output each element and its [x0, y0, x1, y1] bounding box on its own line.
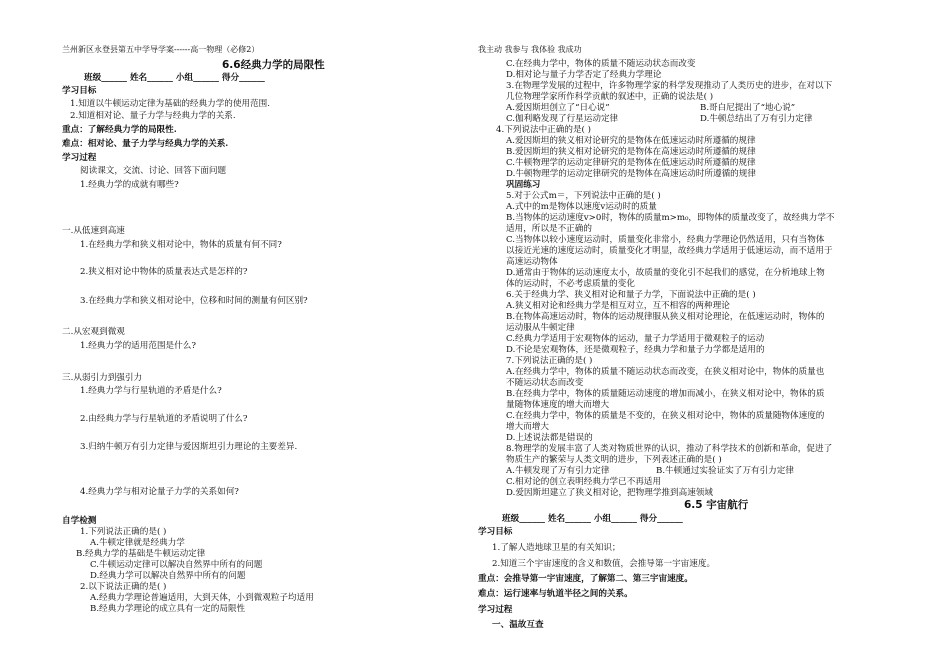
- right-text-line: 增大而增大: [506, 422, 549, 432]
- right-text-line: B.哥白尼提出了“地心说”: [700, 103, 796, 113]
- right-text-line: A.牛顿发现了万有引力定律: [506, 466, 610, 476]
- left-text-line: 1.在经典力学和狭义相对论中，物体的质量有何不同?: [80, 240, 282, 250]
- right-text-line: 学习过程: [478, 605, 513, 615]
- left-text-line: 1.知道以牛顿运动定律为基础的经典力学的使用范围.: [70, 99, 270, 109]
- left-text-line: 难点：相对论、量子力学与经典力学的关系.: [62, 139, 229, 149]
- left-text-line: 2.知道相对论、量子力学与经典力学的关系.: [70, 111, 236, 121]
- right-text-line: 运动服从牛顿定律: [506, 323, 575, 333]
- right-text-line: 班级______ 姓名______ 小组______ 得分______: [502, 514, 683, 524]
- left-text-line: 1.下列说法正确的是( ): [80, 527, 167, 537]
- left-text-line: 2.狭义相对论中物体的质量表达式是怎样的?: [80, 267, 248, 277]
- right-text-line: 7.下列说法正确的是( ): [506, 356, 593, 366]
- right-text-line: A.狭义相对论和经典力学是相互对立，互不相容的两种理论: [506, 301, 730, 311]
- right-text-line: 6.5 宇宙航行: [684, 499, 749, 511]
- left-text-line: 2.由经典力学与行星轨道的矛盾说明了什么?: [80, 414, 248, 424]
- right-text-line: 学习目标: [478, 527, 513, 537]
- left-text-line: 自学检测: [62, 516, 97, 526]
- right-text-line: A.在经典力学中，物体的质量不随运动状态而改变，在狭义相对论中，物体的质量也: [506, 367, 825, 377]
- right-text-line: B.爱因斯坦的狭义相对论研究的是物体在高速运动时所遵循的规律: [506, 147, 756, 157]
- right-text-line: 以接近光速的速度运动时，质量变化才明显，故经典力学适用于低速运动，而不适用于: [506, 246, 833, 256]
- left-text-line: 学习过程: [62, 153, 97, 163]
- right-text-line: D.牛顿物理学的运动定律研究的是物体在高速运动时所遵循的规律: [506, 169, 756, 179]
- left-text-line: 三.从弱引力到强引力: [62, 373, 143, 383]
- right-text-line: 2.知道三个宇宙速度的含义和数值，会推导第一宇宙速度。: [492, 559, 716, 569]
- right-text-line: 一、温故互查: [492, 620, 544, 630]
- left-text-line: 2.以下说法正确的是( ): [80, 582, 167, 592]
- right-text-line: B.在物体高速运动时，物体的运动规律服从狭义相对论理论，在低速运动时，物体的: [506, 312, 825, 322]
- right-text-line: A.爱因斯坦创立了“日心说”: [506, 103, 610, 113]
- right-text-line: C.相对论的创立表明经典力学已不再适用: [506, 477, 662, 487]
- right-text-line: 5.对于公式m＝，下列说法中正确的是( ): [506, 191, 661, 201]
- left-text-line: B.经典力学的基础是牛顿运动定律: [76, 549, 206, 559]
- right-text-line: 不随运动状态而改变: [506, 378, 584, 388]
- left-text-line: 4.经典力学与相对论量子力学的关系如何?: [80, 487, 239, 497]
- right-text-line: 几位物理学家所作科学贡献的叙述中，正确的说法是( ): [506, 92, 714, 102]
- right-text-line: 1.了解人造地球卫星的有关知识；: [492, 543, 621, 553]
- left-text-line: 3.在经典力学和狭义相对论中，位移和时间的测量有何区别?: [80, 296, 308, 306]
- left-text-line: 阅读课文，交流、讨论、回答下面问题: [80, 166, 227, 176]
- right-text-line: C.在经典力学中，物体的质量不随运动状态而改变: [506, 59, 696, 69]
- right-text-line: 体的运动时，不必考虑质量的变化: [506, 279, 635, 289]
- left-text-line: 班级______ 姓名______ 小组______ 得分______: [84, 73, 265, 83]
- right-text-line: 量随物体速度的增大而增大: [506, 400, 610, 410]
- left-text-line: A.牛顿定律就是经典力学: [90, 538, 185, 548]
- right-text-line: D.通常由于物体的运动速度太小，故质量的变化引不起我们的感觉，在分析地球上物: [506, 268, 825, 278]
- right-text-line: B.牛顿通过实验证实了万有引力定律: [656, 466, 794, 476]
- left-text-line: C.牛顿运动定律可以解决自然界中所有的问题: [90, 560, 263, 570]
- right-text-line: B.当物体的运动速度v>0时，物体的质量m>m₀，即物体的质量改变了，故经典力学不: [506, 213, 835, 223]
- right-text-line: 难点：运行速率与轨道半径之间的关系。: [478, 589, 633, 599]
- left-text-line: 重点：了解经典力学的局限性.: [62, 125, 177, 135]
- right-text-line: 8.物理学的发展丰富了人类对物质世界的认识，推动了科学技术的创新和革命，促进了: [506, 444, 833, 454]
- right-text-line: 巩固练习: [506, 180, 541, 190]
- header-right: 我主动 我参与 我体验 我成功: [478, 45, 582, 54]
- left-text-line: 1.经典力学的适用范围是什么?: [80, 341, 196, 351]
- right-text-line: C.在经典力学中，物体的质量是不变的，在狭义相对论中，物体的质量随物体速度的: [506, 411, 825, 421]
- left-text-line: 1.经典力学与行星轨道的矛盾是什么?: [80, 386, 222, 396]
- right-text-line: D.不论是宏观物体，还是微观粒子，经典力学和量子力学都是适用的: [506, 345, 765, 355]
- right-text-line: 4.下列说法中正确的是( ): [496, 125, 591, 135]
- left-text-line: A.经典力学理论普遍适用，大到天体，小到微观粒子均适用: [90, 593, 314, 603]
- left-text-line: 6.6经典力学的局限性: [222, 59, 325, 71]
- right-text-line: C.经典力学适用于宏观物体的运动，量子力学适用于微观粒子的运动: [506, 334, 765, 344]
- right-text-line: B.在经典力学中，物体的质量随运动速度的增加而减小，在狭义相对论中，物体的质: [506, 389, 825, 399]
- right-text-line: C.伽利略发现了行星运动定律: [506, 114, 619, 124]
- header-left: 兰州新区永登县第五中学导学案------高一物理（必修2）: [62, 45, 260, 54]
- right-text-line: A.爱因斯坦的狭义相对论研究的是物体在低速运动时所遵循的规律: [506, 136, 756, 146]
- right-text-line: A.式中的m是物体以速度v运动时的质量: [506, 202, 657, 212]
- left-text-line: 1.经典力学的成就有哪些?: [80, 180, 179, 190]
- right-text-line: D.牛顿总结出了万有引力定律: [700, 114, 813, 124]
- right-text-line: D.爱因斯坦建立了狭义相对论，把物理学推到高速领域: [506, 488, 713, 498]
- left-text-line: B.经典力学理论的成立具有一定的局限性: [90, 604, 246, 614]
- right-text-line: D.相对论与量子力学否定了经典力学理论: [506, 70, 662, 80]
- right-text-line: 6.关于经典力学、狭义相对论和量子力学，下面说法中正确的是( ): [506, 290, 756, 300]
- right-text-line: 重点：会推导第一宇宙速度，了解第二、第三宇宙速度。: [478, 574, 693, 584]
- right-text-line: 适用，所以是不正确的: [506, 224, 592, 234]
- left-text-line: D.经典力学可以解决自然界中所有的问题: [90, 571, 246, 581]
- right-text-line: C.牛顿物理学的运动定律研究的是物体在低速运动时所遵循的规律: [506, 158, 756, 168]
- left-text-line: 二.从宏观到微观: [62, 327, 125, 337]
- left-text-line: 学习目标: [62, 86, 97, 96]
- right-text-line: 高速运动物体: [506, 257, 558, 267]
- right-text-line: 3.在物理学发展的过程中，许多物理学家的科学发现推动了人类历史的进步，在对以下: [506, 81, 833, 91]
- left-text-line: 一.从低速到高速: [62, 226, 125, 236]
- right-text-line: C.当物体以较小速度运动时，质量变化非常小，经典力学理论仍然适用，只有当物体: [506, 235, 825, 245]
- right-text-line: D.上述说法都是错误的: [506, 433, 593, 443]
- left-text-line: 3.归纳牛顿万有引力定律与爱因斯坦引力理论的主要差异.: [80, 442, 298, 452]
- right-text-line: 物质生产的繁荣与人类文明的进步，下列表述正确的是( ): [506, 455, 722, 465]
